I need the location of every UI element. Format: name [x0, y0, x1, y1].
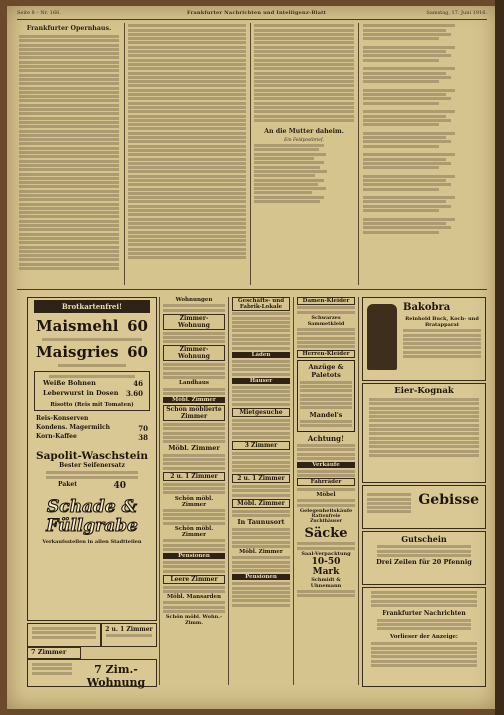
price-leberwurst: 3.60 — [125, 389, 143, 399]
issue-date: Samstag, 17. Juni 1916. — [426, 10, 487, 16]
classified-heading: Möbl. Mansarden — [166, 594, 222, 601]
poem-subtitle: Ein Feldpostbrief. — [284, 137, 324, 143]
classified-heading: Läden — [232, 352, 290, 358]
classified-heading: Rattenfreie Zuchthäuser — [310, 513, 342, 524]
product-leberwurst: Leberwurst in Dosen — [43, 389, 119, 398]
poem-continued — [363, 23, 485, 235]
newspaper-page — [7, 6, 497, 709]
ad-small — [27, 623, 101, 647]
fn-title: Frankfurter Nachrichten — [382, 609, 466, 617]
product-kondens: Kondens. Magermilch — [36, 424, 111, 432]
article-body — [254, 24, 354, 122]
ad-gutschein — [362, 531, 486, 585]
classified-heading: Möbl. Zimmer — [232, 499, 290, 508]
column-divider — [358, 297, 359, 685]
classified-heading: 3 Zimmer — [232, 441, 290, 450]
classified-heading: Möbel — [316, 492, 336, 499]
classified-heading: Möbl. Zimmer — [163, 397, 225, 403]
classified-heading: Gelegenheitskäufe — [299, 507, 353, 514]
classified-heading: Säcke — [304, 525, 348, 541]
newspaper-title: Frankfurter Nachrichten und Intelligenz-Blatt — [187, 10, 327, 16]
ad-eierkognak — [362, 383, 486, 483]
ad-heading: 7 Zim.-Wohnung — [86, 663, 146, 689]
cooker-illustration — [367, 304, 397, 370]
binding-edge — [495, 0, 504, 715]
classifieds-col-3 — [232, 297, 290, 608]
ad-frankfurter-nachrichten — [362, 587, 486, 687]
article-column-3 — [254, 23, 354, 204]
price-maismehl: 60 — [127, 317, 148, 335]
classified-heading: Damen-Kleider — [297, 297, 355, 305]
column-divider — [228, 297, 229, 685]
section-rule — [17, 289, 487, 290]
ad-gebisse — [362, 485, 486, 529]
column-divider — [124, 23, 125, 285]
poem-body — [254, 144, 354, 203]
classified-heading: Möbl. Zimmer — [239, 549, 283, 556]
product-sapolit: Sapolit-Waschstein — [35, 450, 149, 463]
ad-subbox — [34, 371, 150, 412]
classified-heading: Verkäufe — [297, 462, 355, 468]
classified-heading: Schön möbl. Zimmer — [174, 495, 214, 508]
classified-heading: Schmidt & Uhnemann — [310, 576, 342, 589]
column-divider — [159, 297, 160, 685]
classified-heading: 2 u. 1 Zimmer — [232, 474, 290, 483]
brand-schade-fuellgrabe: Schade & Füllgrabe — [46, 496, 138, 536]
classified-heading: Fahrräder — [297, 478, 355, 486]
poem-title: An die Mutter daheim. — [264, 127, 344, 135]
product-eierkognak: Eier-Kognak — [394, 386, 454, 396]
page-number: Seite 8 – Nr. 166. — [17, 10, 61, 16]
column-divider — [293, 297, 294, 685]
classified-heading: Pensionen — [163, 553, 225, 559]
price-kondens: 70 — [138, 424, 148, 434]
gutschein-offer: Drei Zeilen für 20 Pfennig — [376, 558, 472, 567]
product-kaffee: Korn-Kaffee — [36, 433, 77, 441]
ad-small — [101, 623, 157, 647]
paket-label: Paket — [58, 480, 77, 488]
price-maisgries: 60 — [127, 342, 148, 361]
classified-heading: Anzüge & Paletots — [308, 363, 344, 380]
classified-heading: Saal-Verpacktung — [301, 550, 351, 557]
ad-small — [27, 647, 81, 659]
page-header — [17, 9, 487, 20]
price-kaffee: 38 — [138, 433, 148, 443]
ad-heading: 2 u. 1 Zimmer — [105, 626, 153, 633]
classifieds-col-4 — [297, 297, 355, 599]
classified-heading: Schön möblierte Zimmer — [163, 405, 225, 421]
paket-price: 40 — [113, 480, 126, 491]
classified-heading: Leere Zimmer — [163, 575, 225, 584]
product-maisgries: Maisgries — [36, 342, 119, 361]
product-reis: Reis-Konserven — [36, 415, 89, 423]
classified-heading: Achtung! — [307, 433, 345, 443]
classified-heading: 10-50 Mark — [311, 556, 341, 577]
ad-schade-fuellgrabe — [27, 297, 157, 621]
classifieds-col-2 — [163, 297, 225, 626]
classified-heading: Geschäfts- und Fabrik-Lokale — [232, 297, 290, 311]
sapolit-tagline: Bester Seifenersatz — [59, 462, 125, 470]
classified-heading: Pensionen — [232, 574, 290, 580]
classified-heading: Mietgesuche — [232, 408, 290, 417]
classified-heading: Zimmer-Wohnung — [163, 345, 225, 361]
price-bohnen: 46 — [133, 379, 143, 389]
classified-heading: Zimmer-Wohnung — [163, 314, 225, 330]
product-bohnen: Weiße Bohnen — [43, 379, 96, 388]
classified-heading: Häuser — [232, 378, 290, 384]
brand-tagline: Verkaufsstellen in allen Stadtteilen — [42, 538, 142, 545]
brand-bakobra: Bakobra — [403, 302, 451, 313]
article-body — [19, 35, 119, 270]
ad-bakobra — [362, 297, 486, 381]
article-opera — [19, 23, 119, 271]
classified-heading: Mandel's — [309, 410, 343, 419]
ad-anzuege — [297, 360, 355, 431]
fn-vorlieser: Vorlieser der Anzeige: — [390, 634, 458, 641]
article-body — [128, 24, 246, 259]
ad-heading: 7 Zimmer — [31, 648, 67, 656]
product-maismehl: Maismehl — [36, 317, 119, 335]
classified-heading: Schön möbl. Zimmer — [174, 526, 214, 539]
classified-heading: Schön möbl. Wohn.-Zimm. — [165, 614, 223, 627]
product-gebisse: Gebisse — [418, 492, 479, 508]
classified-heading: 2 u. 1 Zimmer — [163, 472, 225, 481]
classified-heading: Schwarzes Sammetkleid — [307, 314, 345, 327]
article-column-2 — [128, 23, 246, 261]
article-title: Frankfurter Opernhaus. — [26, 25, 112, 32]
classified-heading: In Taunusort — [237, 518, 285, 527]
poem-body — [363, 24, 485, 233]
column-divider — [250, 23, 251, 285]
classified-heading: Wohnungen — [175, 297, 213, 303]
classified-heading: Landhaus — [179, 380, 209, 387]
ad-headline: Brotkartenfrei! — [34, 300, 150, 313]
product-risotto: Risotto (Reis mit Tomaten) — [50, 402, 134, 409]
bakobra-tagline: Reinhold Buck, Koch- und Bratapparat — [405, 316, 479, 328]
gutschein-title: Gutschein — [401, 534, 447, 544]
ad-wohnung — [27, 659, 157, 687]
classified-heading: Herren-Kleider — [297, 350, 355, 358]
column-divider — [358, 23, 359, 285]
classified-heading: Möbl. Zimmer — [168, 444, 220, 453]
